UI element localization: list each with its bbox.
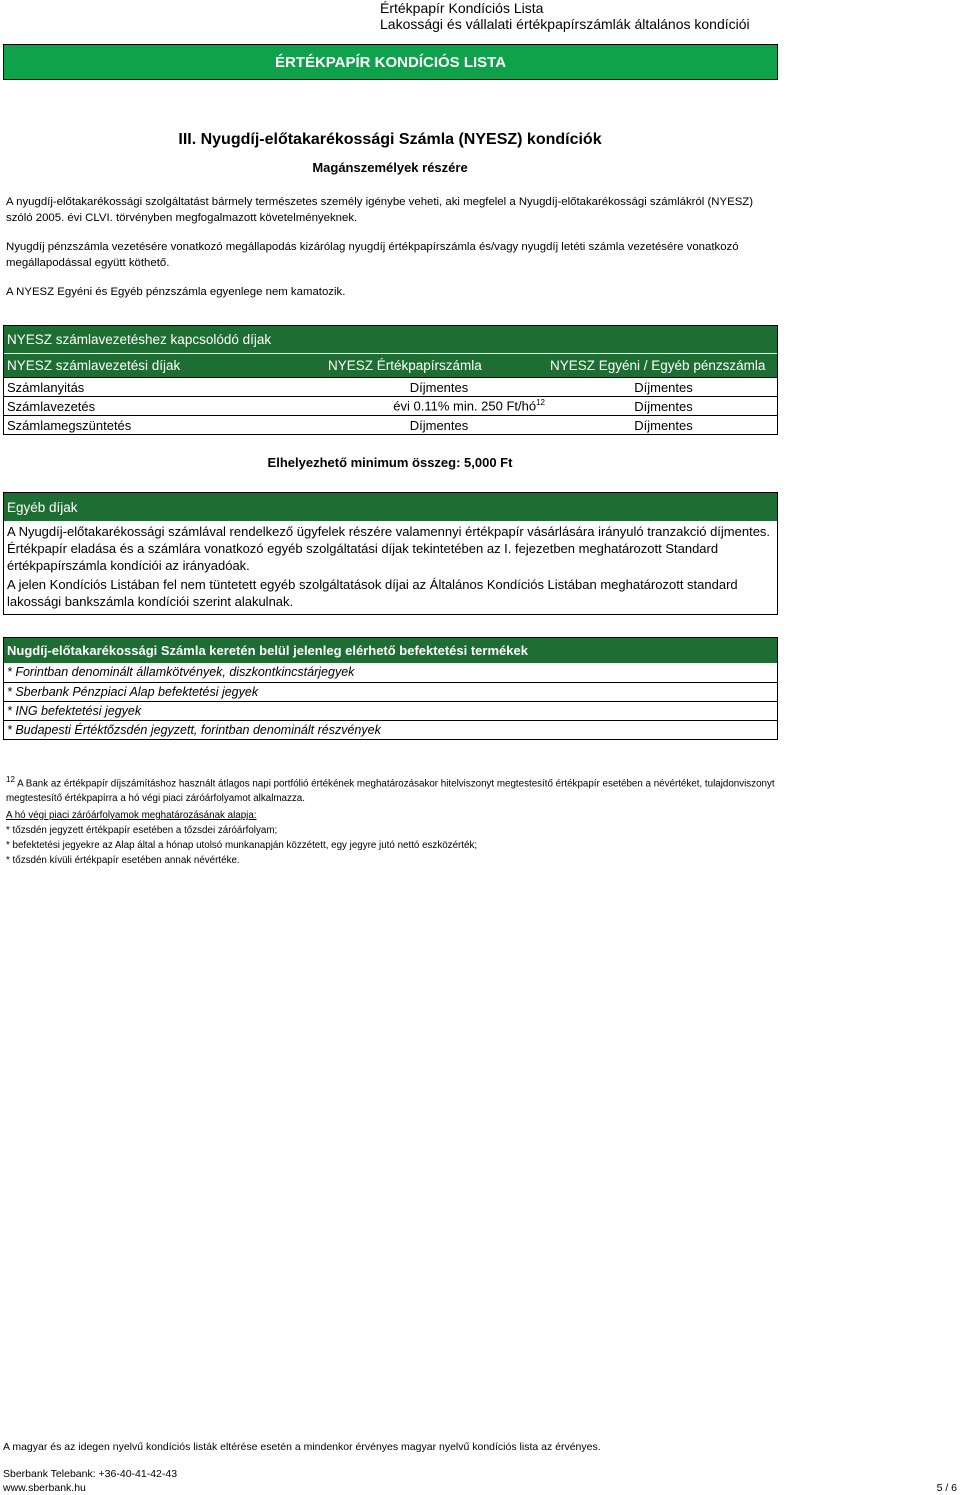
footnote-item: * tőzsdén jegyzett értékpapír esetében a tőzsdei záróárfolyam; — [6, 825, 278, 836]
section-subtitle: Magánszemélyek részére — [312, 160, 468, 175]
header-cash-account: NYESZ Egyéni / Egyéb pénzszámla — [550, 358, 766, 373]
footnote-item: * tőzsdén kívüli értékpapír esetében annak névértéke. — [6, 855, 240, 866]
footer-telebank: Sberbank Telebank: +36-40-41-42-43 — [3, 1468, 178, 1480]
fee-table-title-text: NYESZ számlavezetéshez kapcsolódó díjak — [7, 332, 272, 347]
fee-table-title — [4, 326, 777, 353]
footnote-text: A Bank az értékpapír díjszámításhoz használt átlagos napi portfólió értékének meghatározásakor hitelviszonyt megtestesítő értékpapír esetében a névértéket, tulajdonviszonyt megtestesítő értékpapírra a hó végi piaci záróárfolyamot alkalmazza. — [6, 778, 775, 805]
products-title — [4, 638, 777, 663]
table-row — [4, 396, 777, 415]
row-securities-value: Díjmentes — [409, 417, 469, 433]
table-row — [4, 377, 777, 396]
row-cash-value: Díjmentes — [634, 417, 693, 433]
section-title: III. Nyugdíj-előtakarékossági Számla (NYESZ) kondíciók — [178, 131, 602, 148]
header-doc-subtitle: Lakossági és vállalati értékpapírszámlák általános kondíciói — [380, 16, 750, 32]
list-item: * ING befektetési jegyek — [4, 701, 777, 720]
other-fees-title-text: Egyéb díjak — [7, 499, 78, 515]
fee-table — [3, 325, 778, 435]
products-title-text: Nugdíj-előtakarékossági Számla keretén belül jelenleg elérhető befektetési termékek — [7, 643, 528, 658]
table-row — [4, 415, 777, 434]
header-fees: NYESZ számlavezetési díjak — [7, 358, 181, 373]
list-item: * Forintban denominált államkötvények, diszkontkincstárjegyek — [7, 665, 355, 679]
fee-value-text: évi 0.11% min. 250 Ft/hó — [393, 398, 537, 414]
row-label: Számlavezetés — [7, 398, 96, 414]
row-cash-value: Díjmentes — [634, 398, 693, 414]
row-label: Számlamegszüntetés — [7, 417, 132, 433]
list-item: * Budapesti Értéktőzsdén jegyzett, forintban denominált részvények — [4, 720, 777, 739]
footer-notice: A magyar és az idegen nyelvű kondíciós listák eltérése esetén a mindenkor érvényes magyar nyelvű kondíciós lista az érvényes. — [3, 1441, 601, 1453]
other-fees-text-2: A jelen Kondíciós Listában fel nem tüntetett egyéb szolgáltatások díjai az Általános Kondíciós Listában meghatározott standard lakossági bankszámla kondíciói szerint alakulnak. — [7, 577, 738, 609]
agreement-paragraph: Nyugdíj pénzszámla vezetésére vonatkozó megállapodás kizárólag nyugdíj értékpapírszámla és/vagy nyugdíj letéti számla vezetésére vonatkozó megállapodással együtt köthető. — [6, 241, 739, 269]
minimum-amount: Elhelyezhető minimum összeg: 5,000 Ft — [267, 455, 513, 470]
row-securities-value — [328, 398, 547, 413]
fee-table-header-row — [4, 353, 777, 377]
header-doc-title: Értékpapír Kondíciós Lista — [380, 0, 544, 16]
page-number: 5 / 6 — [936, 1482, 957, 1494]
row-securities-value: Díjmentes — [409, 379, 469, 395]
row-label: Számlanyitás — [7, 379, 85, 395]
footnote-marker: 12 — [6, 775, 15, 784]
banner-text: ÉRTÉKPAPÍR KONDÍCIÓS LISTA — [274, 53, 507, 71]
header-securities-account: NYESZ Értékpapírszámla — [328, 358, 482, 373]
footer-website: www.sberbank.hu — [3, 1482, 86, 1494]
row-cash-value: Díjmentes — [634, 379, 693, 395]
footnote-ref: 12 — [536, 398, 545, 408]
interest-paragraph: A NYESZ Egyéni és Egyéb pénzszámla egyenlege nem kamatozik. — [6, 286, 346, 298]
other-fees-title — [4, 493, 777, 521]
list-item: * Sberbank Pénzpiaci Alap befektetési jegyek — [4, 682, 777, 701]
other-fees-box — [3, 492, 778, 615]
title-banner — [3, 44, 778, 80]
other-fees-text-1: A Nyugdíj-előtakarékossági számlával rendelkező ügyfelek részére valamennyi értékpapír vásárlására irányuló tranzakció díjmentes. Értékpapír eladása és a számlára vonatkozó egyéb szolgáltatási díjak tekintetében az I. fejezetben meghatározott Standard értékpapírszámla kondíciói az irányadóak. — [7, 524, 771, 573]
footnote-item: * befektetési jegyekre az Alap által a hónap utolsó munkanapján közzétett, egy jegyre jutó nettó eszközérték; — [6, 840, 478, 851]
intro-paragraph: A nyugdíj-előtakarékossági szolgáltatást bármely természetes személy igénybe veheti, aki megfelel a Nyugdíj-előtakarékossági számlákról (NYESZ) szóló 2005. évi CLVI. törvényben megfogalmazott követelményeknek. — [6, 196, 754, 224]
footnote-subheading: A hó végi piaci záróárfolyamok meghatározásának alapja: — [6, 810, 257, 821]
footnote — [6, 772, 776, 806]
products-box — [3, 637, 778, 740]
